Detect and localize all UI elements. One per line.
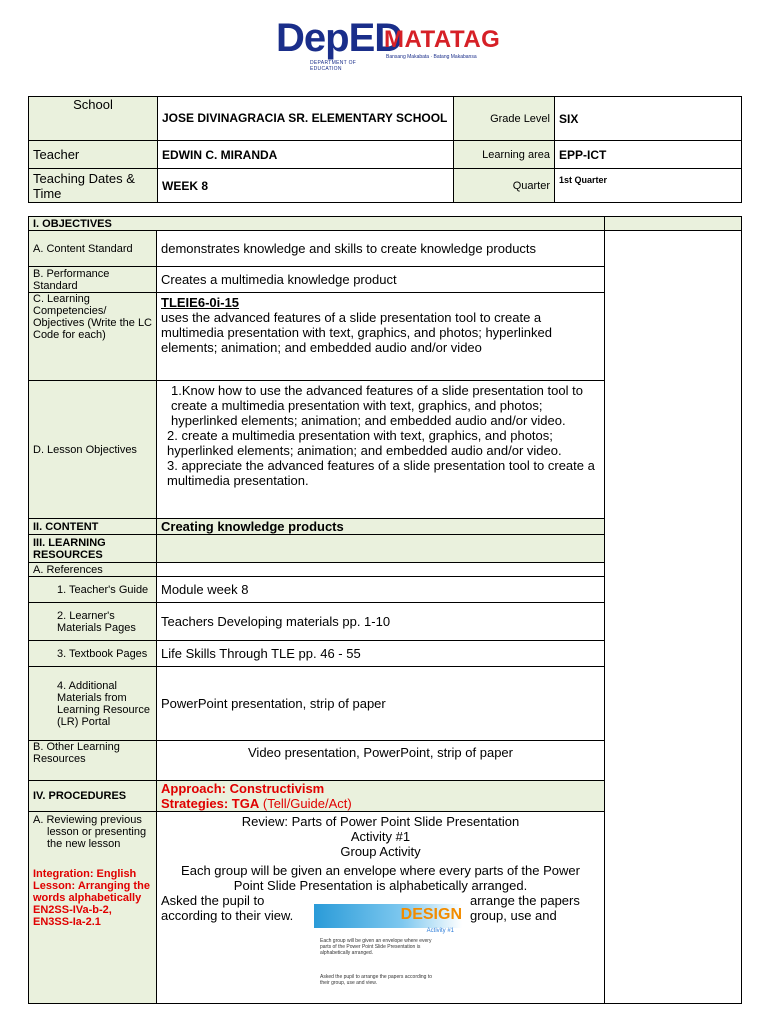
resources-blank (157, 535, 605, 563)
quarter-label: Quarter (454, 169, 555, 203)
integration-note: Integration: English Lesson: Arranging the words alphabetically EN2SS-IVa-b-2, EN3SS-Ia-2.1 (33, 868, 150, 928)
resources-label: III. LEARNING RESOURCES (29, 535, 157, 563)
lesson-objective-1: 1.Know how to use the advanced features of a slide presentation tool to create a multimedia presentation with text, graphics, and photos; hyperlinked elements; animation; and embedded audio and/or video. (171, 383, 583, 428)
dates-value: WEEK 8 (158, 169, 454, 203)
deped-logo-subtitle: DEPARTMENT OF EDUCATION (310, 60, 357, 72)
slide-bullet-2: Asked the pupil to arrange the papers according to their group, use and view. (320, 974, 433, 986)
objectives-title: I. OBJECTIVES (29, 217, 605, 231)
asked-text-right: arrange the papers group, use and (470, 893, 580, 923)
matatag-logo (384, 26, 504, 66)
grade-level-value: SIX (555, 97, 742, 141)
competency-text: uses the advanced features of a slide presentation tool to create a multimedia presentation with text, graphics, and photos; hyperlinked elements; animation; and embedded audio and/or video (161, 310, 552, 355)
content-standard-value: demonstrates knowledge and skills to create knowledge products (157, 231, 605, 267)
objectives-title-blank (605, 217, 742, 231)
additional-materials-label: 4. Additional Materials from Learning Resource (LR) Portal (29, 667, 157, 741)
other-resources-value: Video presentation, PowerPoint, strip of paper (157, 741, 605, 781)
strategies-detail: (Tell/Guide/Act) (259, 796, 352, 811)
asked-text-left: Asked the pupil to according to their view. (161, 893, 294, 923)
slide-bullet-1: Each group will be given an envelope where every parts of the Power Point Slide Presentation is alphabetically arranged. (320, 938, 432, 956)
other-resources-label: B. Other Learning Resources (29, 741, 157, 781)
performance-standard-label: B. Performance Standard (29, 267, 157, 293)
teacher-label: Teacher (29, 141, 158, 169)
strategies-text: Strategies: TGA (161, 796, 260, 811)
learners-materials-value: Teachers Developing materials pp. 1-10 (157, 603, 605, 641)
header-table (28, 96, 742, 203)
activity-title: Activity #1 (350, 829, 411, 844)
activity-slide-thumbnail (312, 902, 464, 1002)
approach-text: Approach: Constructivism (161, 781, 325, 796)
matatag-logo-subtitle: Bansang Makabata · Batang Makabansa (386, 54, 477, 60)
content-value: Creating knowledge products (157, 519, 605, 535)
dates-label: Teaching Dates & Time (29, 169, 158, 203)
lesson-objective-2: 2. create a multimedia presentation with text, graphics, and photos; hyperlinked elements; animation; and embedded audio and/or video. (167, 428, 562, 458)
content-label: II. CONTENT (29, 519, 157, 535)
textbook-value: Life Skills Through TLE pp. 46 - 55 (157, 641, 605, 667)
deped-logo-text: DepED (276, 16, 403, 60)
learners-materials-label: 2. Learner's Materials Pages (29, 603, 157, 641)
teachers-guide-value: Module week 8 (157, 577, 605, 603)
lesson-objectives-label: D. Lesson Objectives (29, 381, 157, 519)
teacher-value: EDWIN C. MIRANDA (158, 141, 454, 169)
content-standard-label: A. Content Standard (29, 231, 157, 267)
remarks-column (605, 231, 742, 1004)
lesson-objective-3: 3. appreciate the advanced features of a slide presentation tool to create a multimedia presentation. (167, 458, 595, 488)
matatag-logo-text: MATATAG (384, 26, 501, 53)
textbook-label: 3. Textbook Pages (29, 641, 157, 667)
review-title: Review: Parts of Power Point Slide Presentation (241, 814, 520, 829)
learning-area-label: Learning area (454, 141, 555, 169)
competencies-label: C. Learning Competencies/ Objectives (Write the LC Code for each) (29, 293, 157, 381)
learning-area-value: EPP-ICT (555, 141, 742, 169)
slide-activity-label: Activity #1 (426, 928, 454, 934)
school-label: School (29, 97, 158, 141)
activity-instruction: Each group will be given an envelope where every parts of the Power Point Slide Presentation is alphabetically arranged. (181, 863, 580, 893)
slide-design-title: DESIGN (400, 906, 462, 923)
teachers-guide-label: 1. Teacher's Guide (29, 577, 157, 603)
quarter-value: 1st Quarter (555, 169, 742, 203)
review-label: A. Reviewing previous lesson or presenting the new lesson (33, 814, 147, 850)
procedures-label: IV. PROCEDURES (29, 781, 157, 812)
additional-materials-value: PowerPoint presentation, strip of paper (157, 667, 605, 741)
grade-level-label: Grade Level (454, 97, 555, 141)
school-value: JOSE DIVINAGRACIA SR. ELEMENTARY SCHOOL (158, 97, 454, 141)
references-label: A. References (29, 563, 157, 577)
deped-logo (276, 14, 403, 72)
group-activity: Group Activity (340, 844, 421, 859)
competency-code: TLEIE6-0i-15 (161, 295, 240, 310)
performance-standard-value: Creates a multimedia knowledge product (157, 267, 605, 293)
lesson-plan-table (28, 216, 742, 1004)
references-blank (157, 563, 605, 577)
